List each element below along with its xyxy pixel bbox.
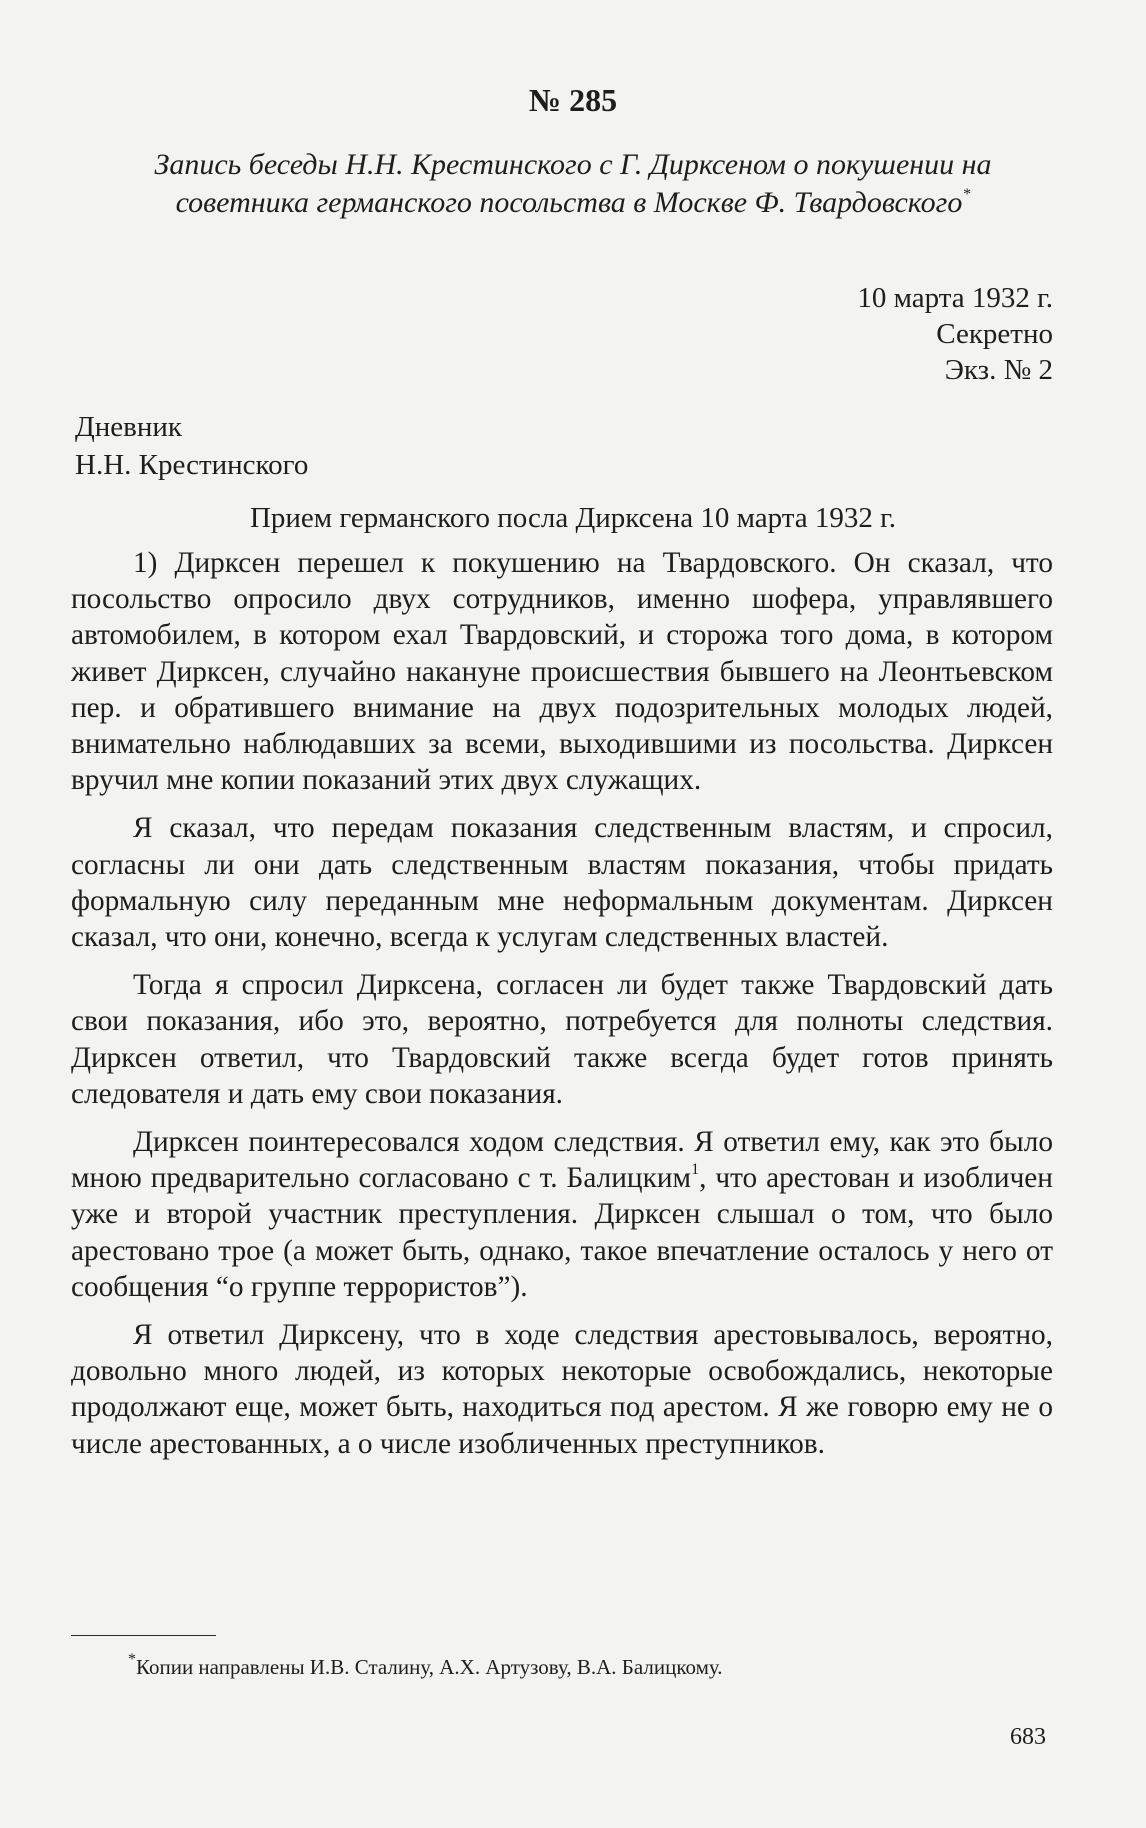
paragraph-1: 1) Дирксен перешел к покушению на Твардовского. Он сказал, что посольство опросило двух сотрудников, именно шофера, управлявшего автомобилем, в котором ехал Твардовский, и сторожа того дома, в котором живет Дирксен, случайно накануне происшествия бывшего на Леонтьевском пер. и обратившего внимание на двух подозрительных молодых людей, внимательно наблюдавших за всеми, выходившими из посольства. Дирксен вручил мне копии показаний этих двух служащих. bbox=[71, 547, 1053, 797]
document-title bbox=[150, 146, 996, 222]
footnote-text: Копии направлены И.В. Сталину, А.Х. Артузову, В.А. Балицкому. bbox=[136, 1655, 723, 1679]
document-number: № 285 bbox=[528, 82, 618, 118]
journal-source bbox=[75, 408, 308, 484]
paragraph-3: Тогда я спросил Дирксена, согласен ли будет также Твардовский дать свои показания, ибо это, вероятно, потребуется для полноты следствия. Дирксен ответил, что Твардовский также всегда будет готов принять следователя и дать ему свои показания. bbox=[71, 969, 1053, 1110]
body-text bbox=[71, 545, 1053, 1474]
paragraph-4 bbox=[71, 1124, 1053, 1305]
document-title-text: Запись беседы Н.Н. Крестинского с Г. Дирксеном о покушении на советника германского посольства в Москве Ф. Твардовского bbox=[154, 148, 992, 219]
paragraph-5: Я ответил Дирксену, что в ходе следствия арестовывалось, вероятно, довольно много людей, из которых некоторые освобождались, некоторые продолжают еще, может быть, находиться под арестом. Я же говорю ему не о числе арестованных, а о числе изобличенных преступников. bbox=[71, 1319, 1053, 1460]
classification-label: Секретно bbox=[936, 318, 1053, 350]
paragraph-4-part-2: , что арестован и изобличен уже и второй участник преступления. Дирксен слышал о том, что было арестовано трое (а может быть, однако, такое впечатление осталось у него от сообщения “о группе террористов”). bbox=[71, 1162, 1053, 1303]
footnote bbox=[128, 1653, 723, 1681]
paragraph-4-part-1: Дирксен поинтересовался ходом следствия. Я ответил ему, как это было мною предварительно согласовано с т. Балицким bbox=[71, 1126, 1053, 1195]
copy-number: Экз. № 2 bbox=[944, 354, 1053, 386]
document-date: 10 марта 1932 г. bbox=[857, 282, 1053, 314]
footnote-mark: * bbox=[128, 1651, 136, 1668]
footnote-divider bbox=[71, 1635, 216, 1636]
title-footnote-mark: * bbox=[962, 186, 971, 203]
document-meta bbox=[857, 280, 1053, 388]
paragraph-2: Я сказал, что передам показания следственным властям, и спросил, согласны ли они дать следственным властям показания, чтобы придать формальную силу переданным мне неформальным документам. Дирксен сказал, что они, конечно, всегда к услугам следственных властей. bbox=[71, 812, 1053, 954]
section-heading: Прием германского посла Дирксена 10 марта 1932 г. bbox=[249, 502, 897, 534]
journal-line-1: Дневник bbox=[75, 411, 182, 443]
footnote-reference: 1 bbox=[691, 1161, 700, 1179]
journal-line-2: Н.Н. Крестинского bbox=[75, 449, 309, 481]
page-number: 683 bbox=[1010, 1724, 1046, 1750]
